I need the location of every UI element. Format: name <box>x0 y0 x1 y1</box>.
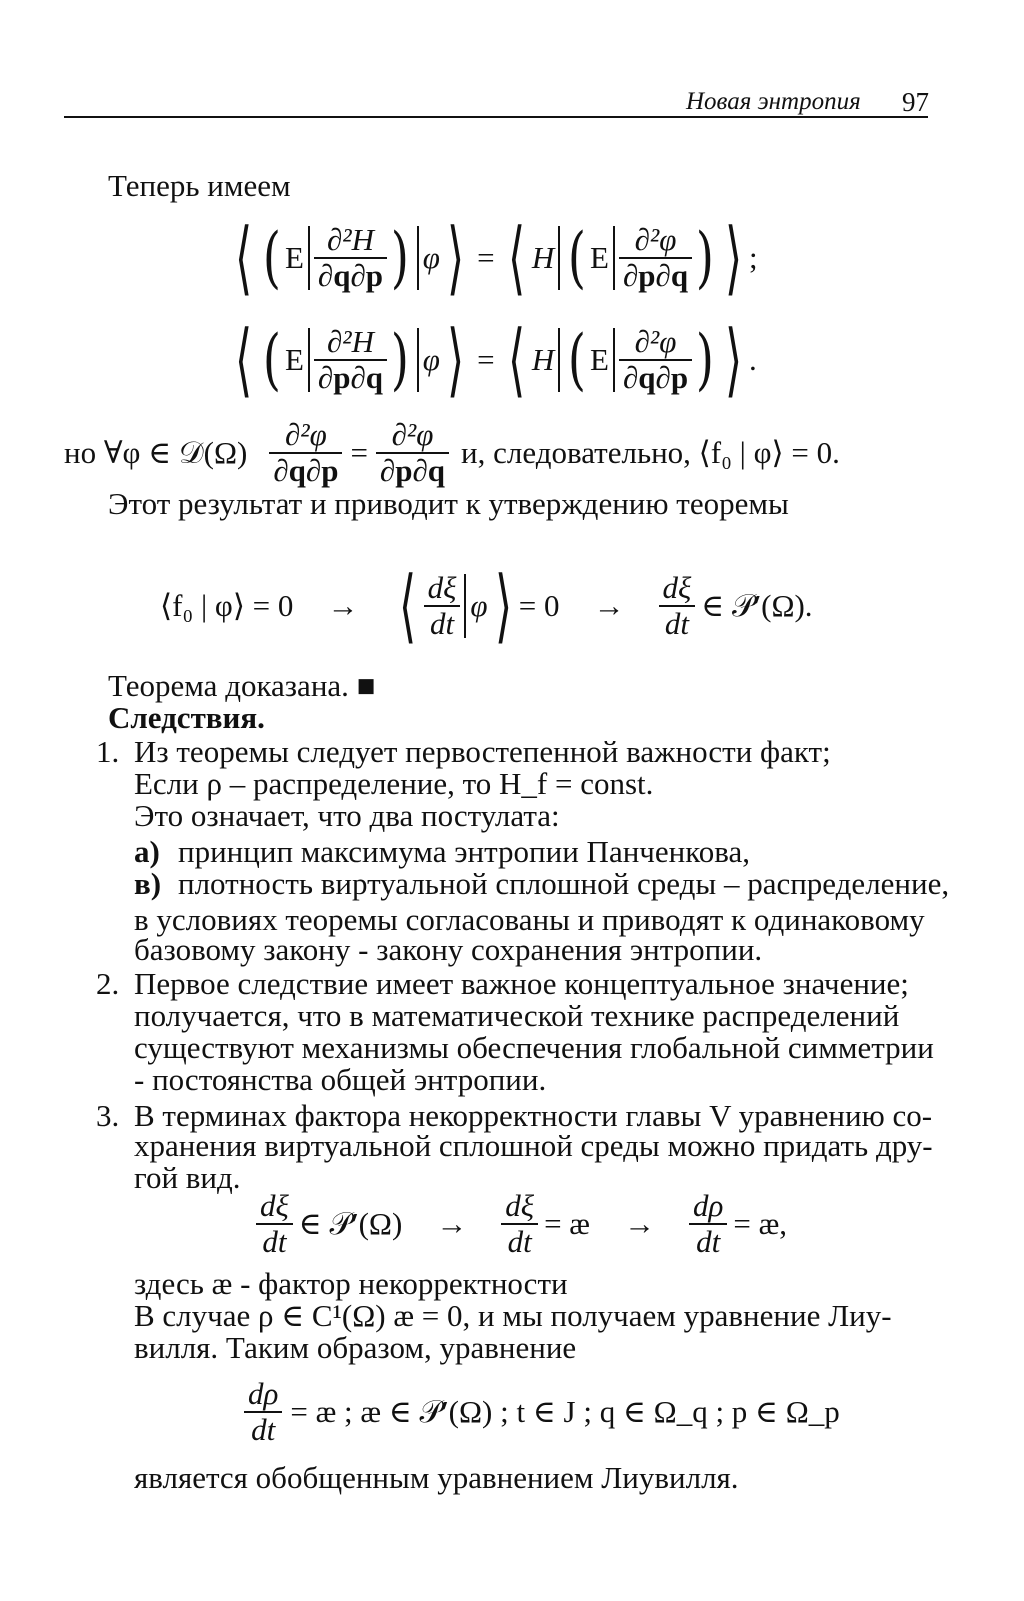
page-number: 97 <box>902 87 929 117</box>
final-line: является обобщенным уравнением Лиувилля. <box>134 1460 739 1495</box>
eq4-num2: dξ <box>501 1189 538 1225</box>
eq3-arrow1: → <box>327 588 359 623</box>
eq3-arrow2: → <box>593 588 625 623</box>
eq4-num3: dρ <box>689 1189 727 1225</box>
eq4-fraction-1 <box>256 1189 293 1259</box>
intro-text: Теперь имеем <box>108 168 291 203</box>
eq1-E2: E <box>590 240 609 275</box>
case-line-1: В случае ρ ∈ C¹(Ω) æ = 0, и мы получаем уравнение Лиу- <box>134 1298 892 1333</box>
right-angle-bracket: ⟩ <box>446 313 465 406</box>
equation-5 <box>244 1372 840 1452</box>
eq1-phi: φ <box>422 240 440 275</box>
left-angle-bracket: ⟨ <box>399 559 417 652</box>
but-prefix: но ∀φ ∈ 𝒟(Ω) <box>64 435 248 470</box>
sub-b-label: в) <box>134 866 162 901</box>
right-angle-bracket: ⟩ <box>724 313 743 406</box>
eq5-den: dt <box>251 1412 276 1447</box>
corollaries-title: Следствия. <box>108 700 265 735</box>
eq1-equals: = <box>477 240 495 275</box>
result-line: Этот результат и приводит к утверждению теоремы <box>108 486 789 521</box>
right-angle-bracket: ⟩ <box>724 211 743 304</box>
eq2-equals: = <box>477 342 495 377</box>
eq2-E2: E <box>590 342 609 377</box>
eq4-den1: dt <box>262 1224 287 1259</box>
item-1-line-2: Если ρ – распределение, то H_f = const. <box>134 766 654 801</box>
right-angle-bracket: ⟩ <box>446 211 465 304</box>
eq2-phi: φ <box>422 342 440 377</box>
vertical-bar <box>558 226 560 290</box>
eq3-part3: ∈ 𝒫′(Ω). <box>701 588 813 623</box>
but-num2: ∂²φ <box>376 418 449 454</box>
item-1-line-1: Из теоремы следует первостепенной важности факт; <box>134 734 831 769</box>
left-angle-bracket: ⟨ <box>235 313 253 406</box>
but-line <box>64 414 840 492</box>
here-line: здесь æ - фактор некорректности <box>134 1266 568 1301</box>
but-fraction-2 <box>376 418 449 488</box>
item-3-line-1: В терминах фактора некорректности главы V уравнению со- <box>134 1098 933 1133</box>
item-2-line-4: - постоянства общей энтропии. <box>134 1062 547 1097</box>
eq4-part3: = æ, <box>733 1206 788 1241</box>
item-3-line-3: гой вид. <box>134 1160 241 1195</box>
eq1-E: E <box>284 240 304 275</box>
vertical-bar <box>417 226 419 290</box>
right-paren: ) <box>695 321 714 398</box>
sub-b-text: плотность виртуальной сплошной среды – распределение, <box>178 866 950 901</box>
eq2-E: E <box>284 342 304 377</box>
eq1-fraction-H <box>314 223 387 293</box>
eq3-part1: ⟨f₀ | φ⟩ = 0 <box>160 588 294 623</box>
eq4-fraction-3 <box>689 1189 727 1259</box>
but-fraction-1 <box>269 418 342 488</box>
but-num1: ∂²φ <box>269 418 342 454</box>
running-header-title: Новая энтропия <box>686 88 861 115</box>
eq1-H: H <box>531 240 555 275</box>
right-paren: ) <box>390 219 409 296</box>
eq2-fraction-phi <box>619 325 692 395</box>
but-suffix: и, следовательно, ⟨f₀ | φ⟩ = 0. <box>461 435 840 470</box>
eq1-den: ∂q∂p <box>317 258 384 293</box>
sub-a-text: принцип максимума энтропии Панченкова, <box>178 834 750 869</box>
left-angle-bracket: ⟨ <box>235 211 253 304</box>
eq3-den2: dt <box>664 606 689 641</box>
eq3-den: dt <box>429 606 455 641</box>
eq1-num2: ∂²φ <box>619 223 692 259</box>
eq3-fraction <box>424 571 461 641</box>
item-1-number: 1. <box>96 734 120 769</box>
left-paren: ( <box>263 219 282 296</box>
vertical-bar <box>308 328 310 392</box>
eq1-end: ; <box>749 240 758 275</box>
item-1-tail-2: базовому закону - закону сохранения энтропии. <box>134 932 763 967</box>
eq1-den2: ∂p∂q <box>622 258 689 293</box>
eq3-fraction-2 <box>659 571 696 641</box>
eq2-fraction-H <box>314 325 387 395</box>
eq2-den2: ∂q∂p <box>622 360 689 395</box>
eq3-num: dξ <box>424 571 461 607</box>
vertical-bar <box>308 226 310 290</box>
eq5-fraction <box>244 1377 282 1447</box>
right-paren: ) <box>390 321 409 398</box>
item-3-line-2: хранения виртуальной сплошной среды можно придать дру- <box>134 1128 933 1163</box>
left-angle-bracket: ⟨ <box>507 313 525 406</box>
eq4-part2: = æ <box>544 1206 590 1241</box>
left-angle-bracket: ⟨ <box>507 211 525 304</box>
eq3-part2: = 0 <box>518 588 560 623</box>
item-2-number: 2. <box>96 966 120 1001</box>
vertical-bar <box>558 328 560 392</box>
eq4-arrow2: → <box>624 1206 655 1241</box>
item-2-line-2: получается, что в математической технике распределений <box>134 998 900 1033</box>
eq3-phi: φ <box>470 588 488 623</box>
eq1-num: ∂²H <box>314 223 387 259</box>
eq5-num: dρ <box>244 1377 282 1413</box>
case-line-2: вилля. Таким образом, уравнение <box>134 1330 577 1365</box>
but-den2: ∂p∂q <box>379 453 446 488</box>
sub-a-label: а) <box>134 834 160 869</box>
vertical-bar <box>613 226 615 290</box>
right-paren: ) <box>695 219 714 296</box>
eq1-fraction-phi <box>619 223 692 293</box>
vertical-bar <box>417 328 419 392</box>
vertical-bar <box>464 574 466 638</box>
eq2-num2: ∂²φ <box>619 325 692 361</box>
eq4-fraction-2 <box>501 1189 538 1259</box>
eq5-rest: = æ ; æ ∈ 𝒫′(Ω) ; t ∈ J ; q ∈ Ω_q ; p ∈ Ω_p <box>290 1394 840 1429</box>
theorem-proved: Теорема доказана. ■ <box>108 668 376 703</box>
but-den1: ∂q∂p <box>273 453 339 488</box>
item-2-line-1: Первое следствие имеет важное концептуальное значение; <box>134 966 909 1001</box>
vertical-bar <box>613 328 615 392</box>
item-1-tail-1: в условиях теоремы согласованы и приводят к одинаковому <box>134 902 925 937</box>
equation-4 <box>256 1184 787 1264</box>
eq2-den: ∂p∂q <box>317 360 384 395</box>
eq4-arrow1: → <box>436 1206 468 1241</box>
equation-2 <box>228 314 757 406</box>
eq4-num1: dξ <box>256 1189 293 1225</box>
item-1-line-3: Это означает, что два постулата: <box>134 798 560 833</box>
item-2-line-3: существуют механизмы обеспечения глобальной симметрии <box>134 1030 934 1065</box>
eq2-num: ∂²H <box>314 325 387 361</box>
equation-1 <box>228 212 758 304</box>
but-equals: = <box>350 435 368 470</box>
eq4-den3: dt <box>696 1224 721 1259</box>
item-3-number: 3. <box>96 1098 120 1133</box>
equation-3 <box>160 560 813 652</box>
left-paren: ( <box>568 219 587 296</box>
right-angle-bracket: ⟩ <box>494 559 512 652</box>
left-paren: ( <box>263 321 282 398</box>
header-rule <box>64 116 928 118</box>
eq2-end: . <box>749 342 757 377</box>
eq3-num2: dξ <box>659 571 696 607</box>
eq4-part1: ∈ 𝒫′(Ω) <box>298 1206 403 1241</box>
eq2-H: H <box>531 342 555 377</box>
eq4-den2: dt <box>507 1224 532 1259</box>
left-paren: ( <box>568 321 587 398</box>
